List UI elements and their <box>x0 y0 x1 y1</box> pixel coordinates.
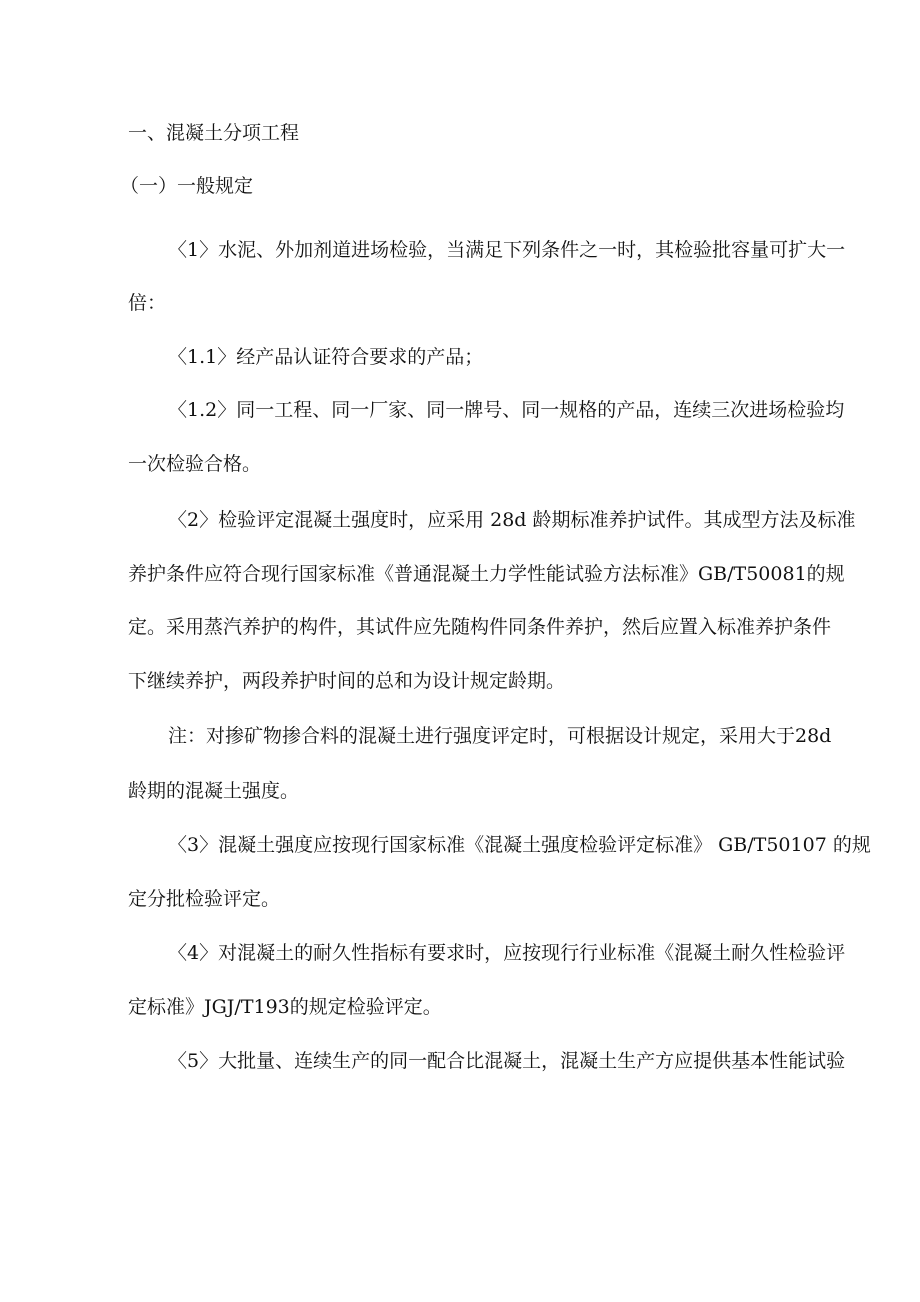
paragraph-line: 注：对掺矿物掺合料的混凝土进行强度评定时，可根据设计规定，采用大于28d <box>168 725 832 747</box>
paragraph-line: 〈4〉对混凝土的耐久性指标有要求时，应按现行行业标准《混凝土耐久性检验评 <box>168 942 846 964</box>
paragraph-line: 〈1.2〉同一工程、同一厂家、同一牌号、同一规格的产品，连续三次进场检验均 <box>168 399 845 421</box>
paragraph-line: 定。采用蒸汽养护的构件，其试件应先随构件同条件养护，然后应置入标准养护条件 <box>128 616 832 638</box>
paragraph-line: 〈1〉水泥、外加剂道进场检验，当满足下列条件之一时，其检验批容量可扩大一 <box>168 239 846 261</box>
paragraph-line: 下继续养护，两段养护时间的总和为设计规定龄期。 <box>128 670 566 692</box>
paragraph-line: 定分批检验评定。 <box>128 888 281 910</box>
paragraph-line: 〈2〉检验评定混凝土强度时，应采用 28d 龄期标准养护试件。其成型方法及标准 <box>168 509 856 531</box>
paragraph-line: 养护条件应符合现行国家标准《普通混凝土力学性能试验方法标准》GB/T50081的规 <box>128 563 845 585</box>
paragraph-line: 一次检验合格。 <box>128 453 262 475</box>
paragraph-line: 龄期的混凝土强度。 <box>128 780 300 802</box>
paragraph-line: 〈3〉混凝土强度应按现行国家标准《混凝土强度检验评定标准》 GB/T50107 的规 <box>168 834 871 856</box>
section-heading: 一、混凝土分项工程 <box>128 122 300 144</box>
paragraph-line: 〈1.1〉经产品认证符合要求的产品； <box>168 346 484 368</box>
paragraph-line: 定标准》JGJ/T193的规定检验评定。 <box>128 996 442 1018</box>
paragraph-line: 倍： <box>128 292 167 314</box>
paragraph-line: 〈5〉大批量、连续生产的同一配合比混凝土，混凝土生产方应提供基本性能试验 <box>168 1050 846 1072</box>
subsection-heading: （一）一般规定 <box>120 175 254 197</box>
